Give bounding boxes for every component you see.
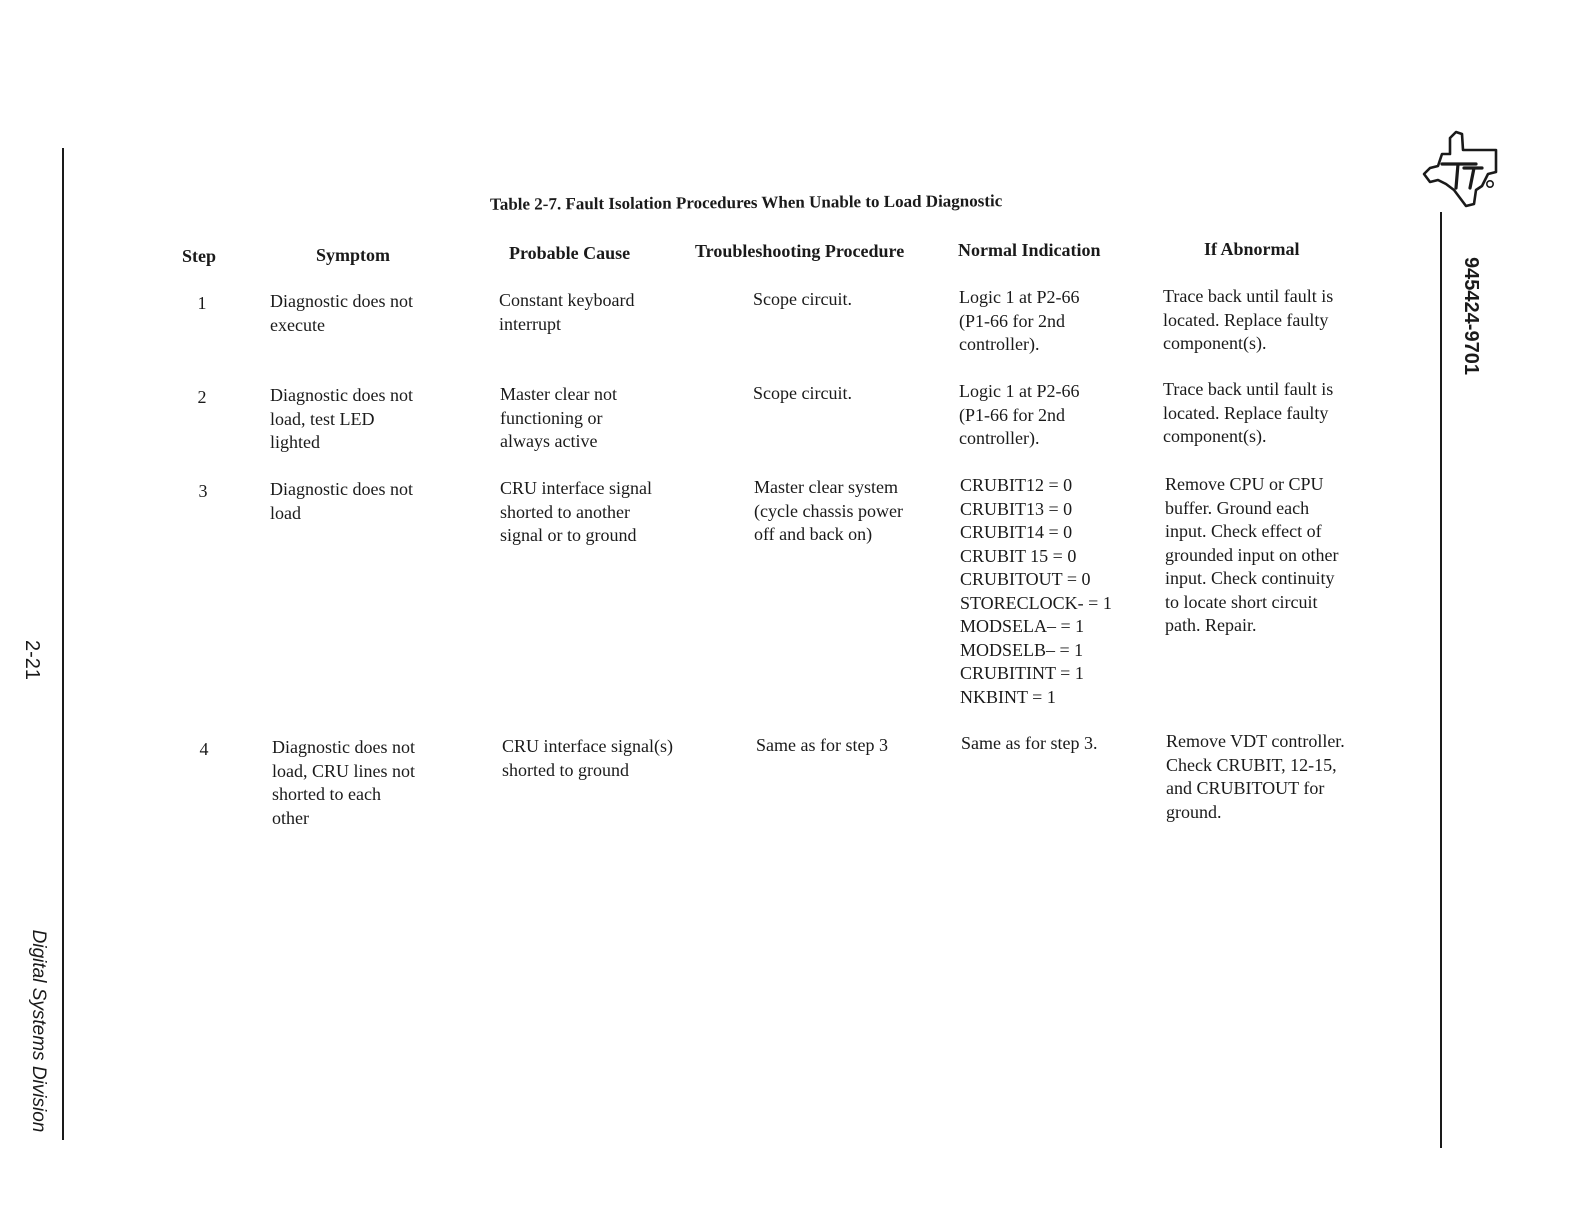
row-3-normal-indication: CRUBIT12 = 0 CRUBIT13 = 0 CRUBIT14 = 0 CRUBIT 15 = 0 CRUBITOUT = 0 STORECLOCK- = 1 MODSELA– = 1 MODSELB– = 1 CRUBITINT = 1 NKBINT = 1: [960, 475, 1112, 707]
row-1-step: 1: [197, 293, 207, 313]
row-2-step: 2: [197, 387, 207, 407]
row-1-normal-indication: Logic 1 at P2-66 (P1-66 for 2nd controller).: [959, 287, 1080, 354]
row-4-probable-cause: CRU interface signal(s) shorted to ground: [502, 736, 673, 780]
row-2-normal-indication: Logic 1 at P2-66 (P1-66 for 2nd controller).: [959, 381, 1080, 448]
row-4-symptom: Diagnostic does not load, CRU lines not shorted to each other: [272, 737, 415, 828]
header-step: Step: [182, 246, 217, 266]
ti-texas-state-logo: [1420, 128, 1500, 210]
row-1-symptom: Diagnostic does not execute: [270, 291, 413, 335]
row-1-probable-cause: Constant keyboard interrupt: [499, 290, 635, 334]
header-if-abnormal: If Abnormal: [1204, 239, 1300, 259]
page-number: 2-21: [21, 639, 43, 681]
row-3-procedure: Master clear system (cycle chassis power off and back on): [754, 477, 903, 544]
row-4-step: 4: [199, 739, 209, 759]
table-title: Table 2-7. Fault Isolation Procedures When Unable to Load Diagnostic: [489, 191, 1003, 214]
row-2-probable-cause: Master clear not functioning or always active: [500, 384, 617, 451]
row-1-procedure: Scope circuit.: [753, 289, 852, 309]
header-symptom: Symptom: [316, 245, 391, 265]
header-probable-cause: Probable Cause: [509, 243, 631, 263]
row-2-procedure: Scope circuit.: [753, 383, 852, 403]
row-4-if-abnormal: Remove VDT controller. Check CRUBIT, 12-15, and CRUBITOUT for ground.: [1166, 731, 1345, 822]
right-margin-rule: [1440, 212, 1442, 1148]
row-2-symptom: Diagnostic does not load, test LED lighted: [270, 385, 413, 452]
document-number: 945424-9701: [1460, 257, 1482, 375]
division-name: Digital Systems Division: [28, 929, 49, 1133]
left-margin-rule: [62, 148, 64, 1140]
row-3-probable-cause: CRU interface signal shorted to another signal or to ground: [500, 478, 652, 545]
row-3-symptom: Diagnostic does not load: [270, 479, 413, 523]
row-4-procedure: Same as for step 3: [756, 735, 888, 755]
row-3-step: 3: [198, 481, 208, 501]
row-1-if-abnormal: Trace back until fault is located. Replace faulty component(s).: [1163, 286, 1334, 353]
row-3-if-abnormal: Remove CPU or CPU buffer. Ground each input. Check effect of grounded input on other input. Check continuity to locate short circuit path. Repair.: [1165, 474, 1339, 635]
header-normal-indication: Normal Indication: [958, 240, 1101, 260]
row-2-if-abnormal: Trace back until fault is located. Replace faulty component(s).: [1163, 379, 1334, 446]
row-4-normal-indication: Same as for step 3.: [961, 733, 1098, 753]
header-troubleshooting-procedure: Troubleshooting Procedure: [695, 241, 905, 261]
